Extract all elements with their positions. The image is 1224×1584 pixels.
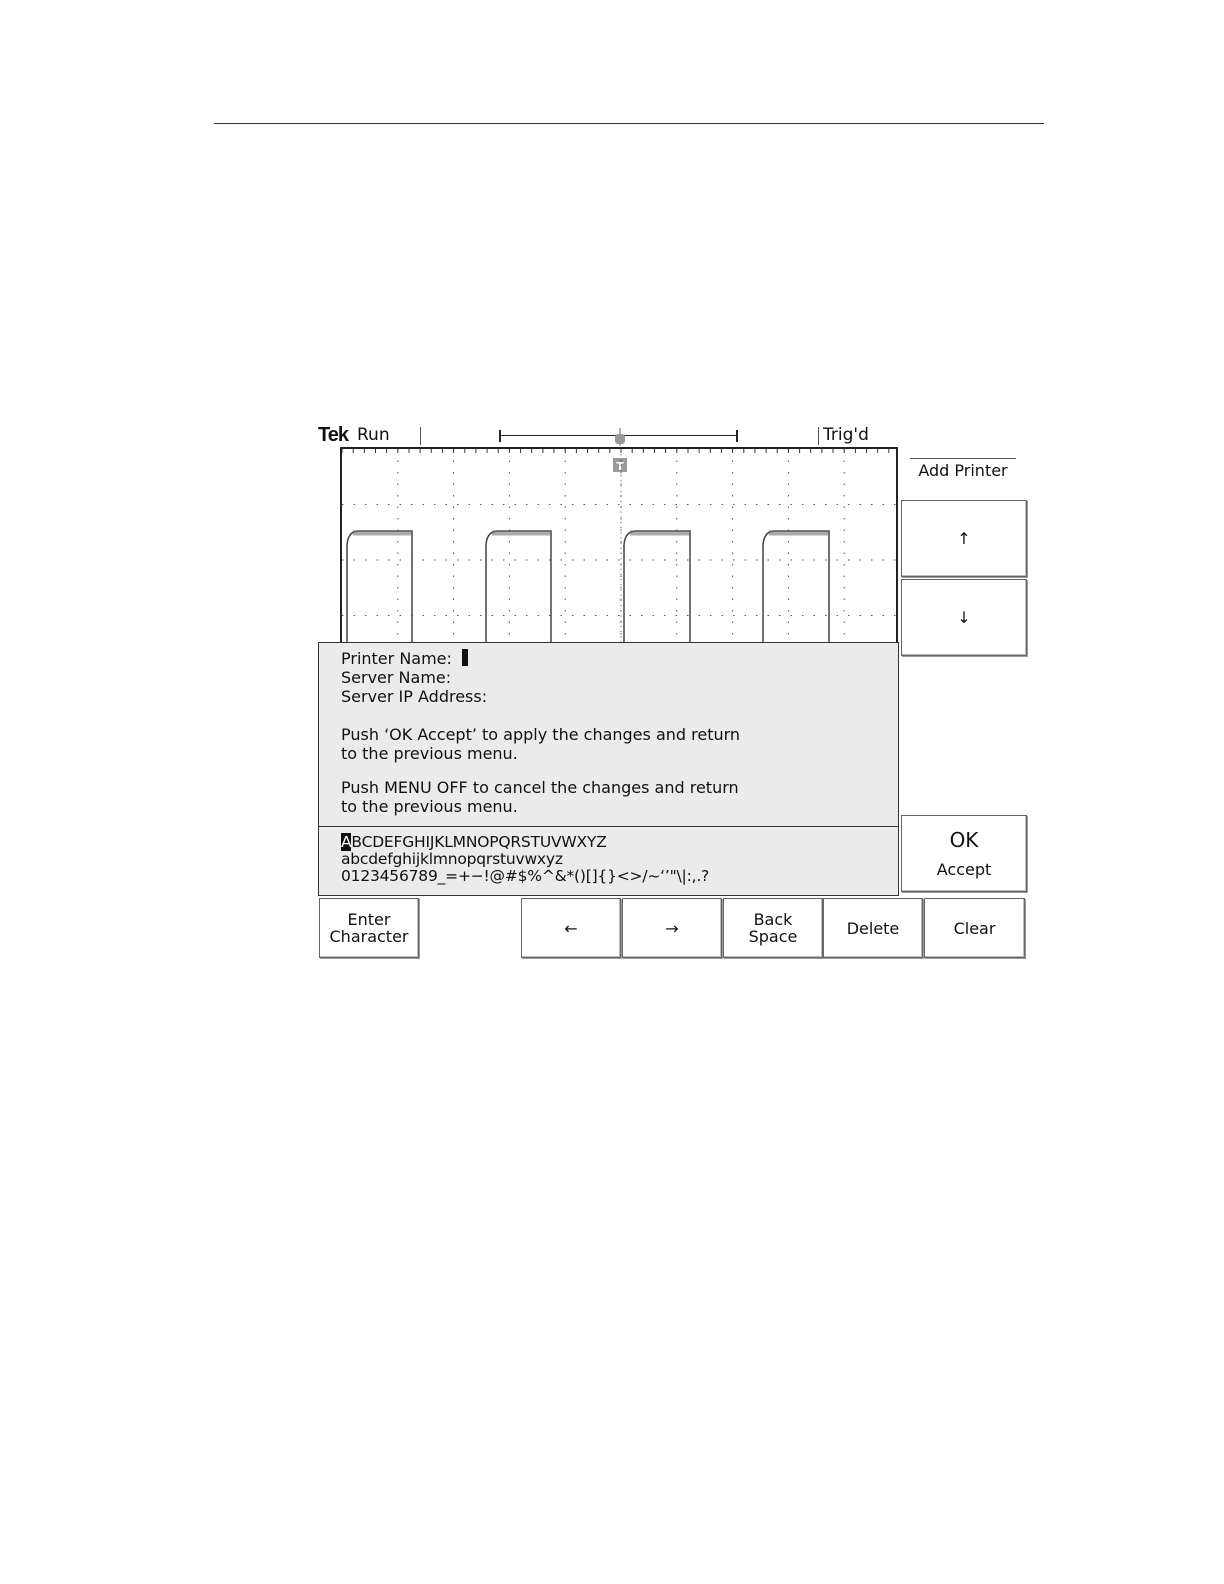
status-divider [420, 427, 421, 445]
printer-name-field[interactable] [341, 649, 898, 668]
uppercase-chars[interactable]: BCDEFGHIJKLMNOPQRSTUVWXYZ [351, 833, 607, 851]
clear-button[interactable] [924, 898, 1025, 958]
delete-button[interactable] [823, 898, 923, 958]
scroll-up-button[interactable] [901, 500, 1027, 577]
back-label: Back [753, 910, 793, 929]
acquisition-state: Run [357, 425, 390, 445]
add-printer-dialog [318, 642, 899, 827]
trigger-marker-label: T [616, 460, 624, 473]
up-arrow-icon: ↑ [957, 529, 971, 548]
space-label: Space [748, 927, 798, 946]
accept-label: Accept [936, 860, 992, 879]
cursor-right-button[interactable] [622, 898, 722, 958]
selected-character[interactable]: A [341, 833, 352, 851]
ok-instruction-1: Push ‘OK Accept’ to apply the changes and return [341, 725, 741, 744]
enter-character-button[interactable] [319, 898, 419, 958]
right-arrow-icon: → [665, 918, 679, 938]
server-name-field[interactable] [341, 668, 898, 687]
cursor-left-button[interactable] [521, 898, 621, 958]
status-divider [818, 427, 819, 445]
tek-logo: Tek [318, 424, 348, 446]
symbol-row[interactable]: 0123456789_=+−!@#$%^&*()[]{}<>/~‘’"\|:,.? [341, 867, 710, 885]
page-top-rule [214, 123, 1044, 124]
server-ip-field[interactable] [341, 687, 898, 706]
trigger-state: Trig'd [823, 425, 869, 445]
server-name-label: Server Name: [341, 668, 452, 687]
ok-instruction-2: to the previous menu. [341, 744, 518, 763]
cancel-instruction-1: Push MENU OFF to cancel the changes and return [341, 778, 739, 797]
printer-name-label: Printer Name: [341, 649, 452, 668]
clear-label: Clear [953, 918, 996, 938]
enter-label: Enter [347, 910, 391, 929]
ok-accept-button[interactable] [901, 815, 1027, 892]
character-label: Character [329, 927, 409, 946]
cancel-instruction-2: to the previous menu. [341, 797, 518, 816]
backspace-button[interactable] [723, 898, 823, 958]
waveform-graticule [340, 447, 898, 642]
ok-label: OK [949, 828, 979, 852]
lowercase-row[interactable]: abcdefghijklmnopqrstuvwxyz [341, 850, 563, 868]
scroll-down-button[interactable] [901, 579, 1027, 656]
left-arrow-icon: ← [564, 918, 578, 938]
server-ip-label: Server IP Address: [341, 687, 488, 706]
uppercase-row[interactable] [341, 834, 898, 851]
text-cursor [462, 649, 468, 666]
character-palette[interactable] [318, 826, 899, 896]
delete-label: Delete [846, 918, 900, 938]
graticule-grid [342, 449, 898, 642]
down-arrow-icon: ↓ [957, 608, 971, 627]
side-menu-title: Add Printer [910, 458, 1016, 480]
